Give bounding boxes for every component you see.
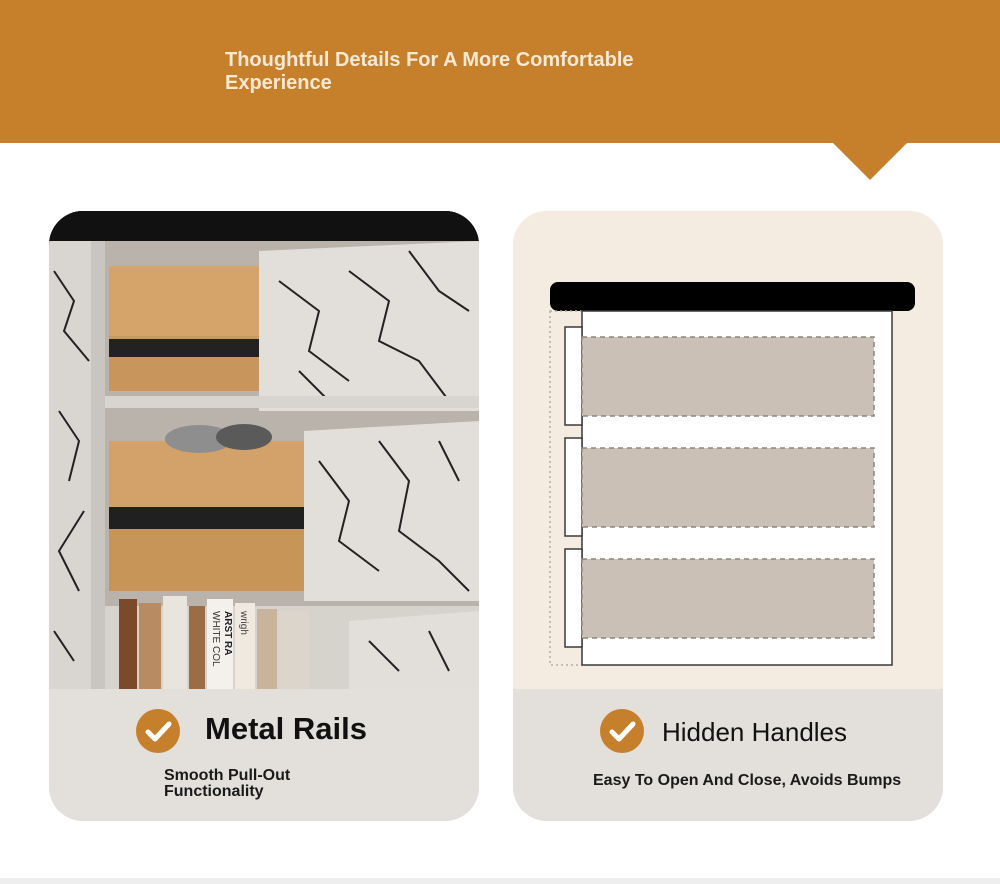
header-banner [0,0,1000,143]
feature-card-hidden-handles [513,211,943,821]
feature-subtitle-line2: Functionality [164,783,264,800]
caption-panel-hidden-handles [513,689,943,821]
drawer-illustration [49,211,479,689]
feature-subtitle-line1: Smooth Pull-Out [164,767,291,784]
hidden-handle-diagram [513,211,943,689]
drawer-diagram [513,211,943,689]
check-circle-icon [600,709,644,753]
caption-panel-metal-rails [49,689,479,821]
feature-card-metal-rails [49,211,479,821]
footer-divider [0,878,1000,884]
feature-title: Hidden Handles [662,717,848,747]
feature-subtitle: Easy To Open And Close, Avoids Bumps [593,772,902,789]
book-spine-1: WHITE COL [210,611,221,667]
drawer-photo [49,211,479,689]
book-spine-2: ARST RA [222,611,233,656]
page-title: Thoughtful Details For A More Comfortable Experience [225,49,634,94]
feature-title: Metal Rails [205,711,367,746]
book-spine-3: wrigh [238,611,249,635]
banner-pointer [832,142,908,180]
check-circle-icon [136,709,180,753]
